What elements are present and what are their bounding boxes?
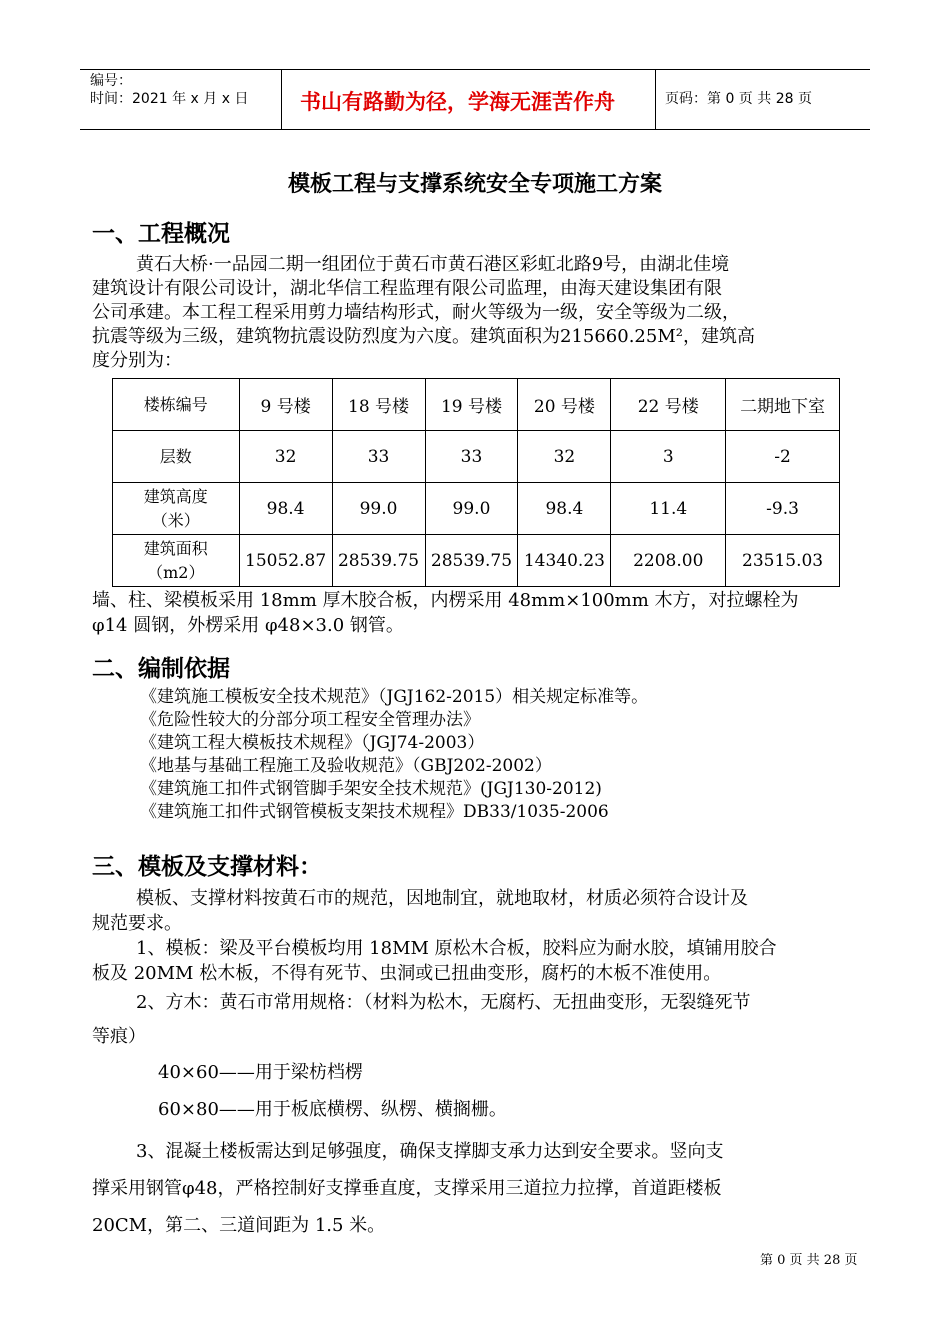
row-label-text: 建筑高度	[143, 486, 208, 506]
table-cell: -9.3	[726, 483, 840, 535]
table-cell: 32	[518, 431, 611, 483]
table-header-cell: 9 号楼	[239, 379, 332, 431]
list-item: 《地基与基础工程施工及验收规范》（GBJ202-2002）	[140, 756, 552, 776]
table-header-cell: 22 号楼	[611, 379, 726, 431]
list-item: 《建筑施工扣件式钢管模板支架技术规程》DB33/1035-2006	[140, 802, 609, 822]
section-3-paragraph	[92, 886, 872, 1054]
timber-spec-2: 60×80——用于板底横楞、纵楞、横搁栅。	[158, 1099, 507, 1120]
paragraph-line: 规范要求。	[92, 913, 182, 934]
section-heading-2: 二、编制依据	[92, 656, 230, 682]
paragraph-line: 撑采用钢管φ48，严格控制好支撑垂直度，支撑采用三道拉力拉撑，首道距楼板	[92, 1178, 722, 1199]
table-cell: 14340.23	[518, 535, 611, 587]
header-page-info: 页码：第 0 页 共 28 页	[665, 91, 812, 107]
table-cell: 11.4	[611, 483, 726, 535]
paragraph-line: φ14 圆钢，外楞采用 φ48×3.0 钢管。	[92, 615, 404, 636]
paragraph-line: 板及 20MM 松木板，不得有死节、虫洞或已扭曲变形，腐朽的木板不准使用。	[92, 963, 722, 984]
table-header-row	[113, 379, 840, 431]
paragraph-line: 抗震等级为三级，建筑物抗震设防烈度为六度。建筑面积为215660.25M²，建筑高	[92, 326, 755, 347]
section-3-paragraph-2	[92, 1133, 872, 1244]
header-divider-1	[281, 70, 282, 130]
paragraph-line: 墙、柱、梁模板采用 18mm 厚木胶合板，内楞采用 48mm×100mm 木方，对拉螺栓为	[92, 590, 799, 611]
timber-spec-1: 40×60——用于梁枋档楞	[158, 1062, 363, 1083]
document-title: 模板工程与支撑系统安全专项施工方案	[287, 172, 662, 197]
paragraph-line: 1、模板：梁及平台模板均用 18MM 原松木合板，胶料应为耐水胶，填铺用胶合	[136, 938, 777, 959]
row-label	[113, 483, 240, 535]
table-cell: 98.4	[518, 483, 611, 535]
formwork-material-note	[92, 588, 872, 638]
table-cell: 3	[611, 431, 726, 483]
table-cell: 23515.03	[726, 535, 840, 587]
table-cell: 2208.00	[611, 535, 726, 587]
list-item: 《建筑工程大模板技术规程》（JGJ74-2003）	[140, 733, 485, 753]
table-header-cell: 18 号楼	[332, 379, 425, 431]
table-row	[113, 483, 840, 535]
row-label	[113, 431, 240, 483]
table-cell: 99.0	[332, 483, 425, 535]
list-item: 《建筑施工扣件式钢管脚手架安全技术规范》(JGJ130-2012)	[140, 779, 602, 799]
header-bottom-rule	[80, 129, 870, 130]
row-label-unit: （m2）	[147, 562, 205, 582]
section-1-paragraph	[92, 253, 872, 373]
building-table	[112, 378, 840, 587]
paragraph-line: 等痕）	[92, 1026, 146, 1047]
table-cell: 28539.75	[425, 535, 518, 587]
doc-date-label: 时间：2021 年 x 月 x 日	[90, 91, 249, 107]
row-label-text: 层数	[159, 446, 192, 466]
header-divider-2	[655, 70, 656, 130]
list-item: 《危险性较大的分部分项工程安全管理办法》	[140, 710, 480, 730]
table-cell: 99.0	[425, 483, 518, 535]
section-heading-3: 三、模板及支撑材料：	[92, 854, 322, 880]
header-top-rule	[80, 69, 870, 70]
table-header-cell: 20 号楼	[518, 379, 611, 431]
doc-number-label: 编号：	[90, 73, 132, 89]
paragraph-line: 黄石大桥·一品园二期一组团位于黄石市黄石港区彩虹北路9号，由湖北佳境	[136, 254, 730, 275]
reference-list	[140, 686, 870, 824]
paragraph-line: 2、方木：黄石市常用规格：（材料为松木，无腐朽、无扭曲变形，无裂缝死节	[136, 992, 751, 1013]
section-heading-1: 一、工程概况	[92, 221, 230, 247]
table-row	[113, 431, 840, 483]
table-cell: 33	[425, 431, 518, 483]
paragraph-line: 建筑设计有限公司设计，湖北华信工程监理有限公司监理，由海天建设集团有限	[92, 278, 722, 299]
table-header-cell: 二期地下室	[726, 379, 840, 431]
table-cell: 32	[239, 431, 332, 483]
table-cell: 33	[332, 431, 425, 483]
table-cell: 15052.87	[239, 535, 332, 587]
table-cell: -2	[726, 431, 840, 483]
paragraph-line: 20CM，第二、三道间距为 1.5 米。	[92, 1215, 386, 1236]
row-label	[113, 535, 240, 587]
row-label-unit: （米）	[151, 510, 200, 530]
header-motto: 书山有路勤为径，学海无涯苦作舟	[300, 90, 615, 114]
list-item: 《建筑施工模板安全技术规范》（JGJ162-2015）相关规定标准等。	[140, 687, 649, 707]
table-cell: 28539.75	[332, 535, 425, 587]
table-header-cell: 楼栋编号	[113, 379, 240, 431]
table-row	[113, 535, 840, 587]
row-label-text: 建筑面积	[143, 538, 208, 558]
table-cell: 98.4	[239, 483, 332, 535]
paragraph-line: 3、混凝土楼板需达到足够强度，确保支撑脚支承力达到安全要求。竖向支	[136, 1141, 724, 1162]
paragraph-line: 度分别为：	[92, 350, 182, 371]
paragraph-line: 公司承建。本工程工程采用剪力墙结构形式，耐火等级为一级，安全等级为二级，	[92, 302, 740, 323]
page-footer: 第 0 页 共 28 页	[760, 1253, 858, 1268]
paragraph-line: 模板、支撑材料按黄石市的规范，因地制宜，就地取材，材质必须符合设计及	[136, 888, 748, 909]
table-header-cell: 19 号楼	[425, 379, 518, 431]
